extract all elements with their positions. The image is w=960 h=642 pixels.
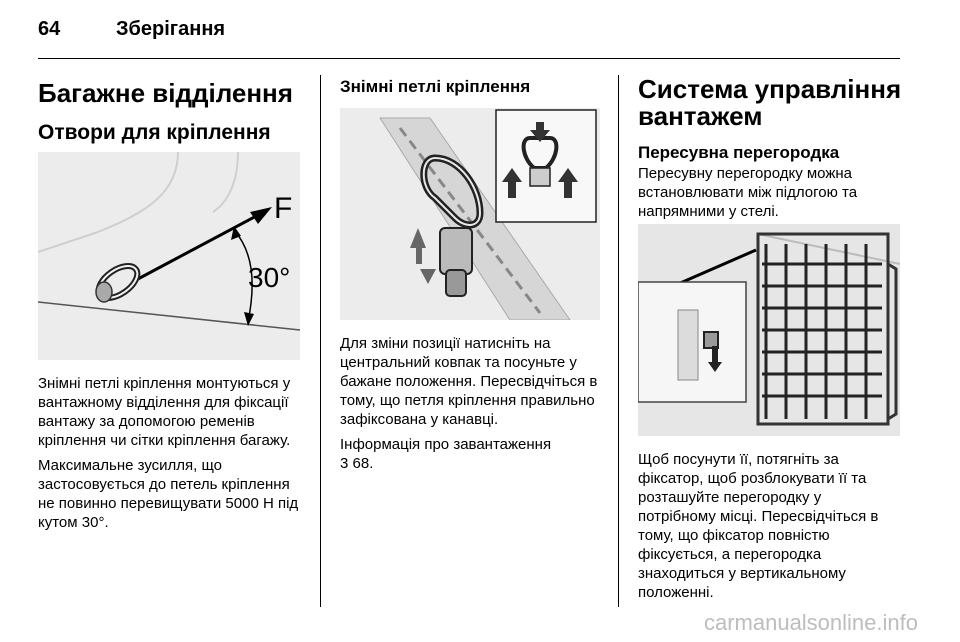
column-3-text	[638, 450, 902, 602]
header-rule	[38, 58, 900, 59]
angle-label: 30°	[248, 262, 291, 293]
section-title: Знімні петлі кріплення	[340, 77, 531, 96]
page-header	[38, 18, 908, 52]
subsection-title: Пересувна перегородка	[638, 143, 840, 162]
paragraph: Щоб посунути її, потягніть за фіксатор, щоб розблокувати її та розташуйте перегородку у потрібному місці. Пересвідчіться в тому, що фіксатор повністю фіксується, а перегородка знаходиться у вертикальному положенні.	[638, 451, 879, 601]
subsection-title: Отвори для кріплення	[38, 121, 271, 144]
column-divider-2	[618, 75, 619, 607]
page-reference: 3 68.	[340, 455, 374, 472]
column-1-text	[38, 374, 308, 532]
page-number: 64	[38, 18, 61, 40]
tie-down-eye-illustration	[38, 152, 300, 360]
column-2	[340, 72, 602, 472]
watermark: carmanualsonline.info	[703, 610, 918, 635]
column-1	[38, 72, 308, 531]
tie-down-eye-drawing	[38, 152, 300, 360]
paragraph: Знімні петлі кріплення монтуються у вантажному відділення для фіксації вантажу за допомогою ременів кріплення чи сітки кріплення багажу.	[38, 375, 291, 449]
column-2-text	[340, 334, 602, 473]
paragraph: Інформація про завантаження	[340, 436, 552, 453]
paragraph: Пересувну перегородку можна встановлювати між підлогою та напрямними у стелі.	[638, 165, 858, 220]
column-divider-1	[320, 75, 321, 607]
paragraph: Для зміни позиції натисніть на центральний ковпак та посуньте у бажане положення. Пересвідчіться в тому, що петля кріплення правильно зафіксована у канавці.	[340, 335, 598, 428]
partition-net-drawing	[638, 224, 900, 436]
removable-eye-illustration	[340, 108, 600, 320]
section-title: Система управління вантажем	[638, 74, 902, 131]
column-3	[638, 72, 902, 601]
removable-eye-drawing	[340, 108, 600, 320]
paragraph: Максимальне зусилля, що застосовується до петель кріплення не повинно перевищувати 5000 Н під кутом 30°.	[38, 457, 299, 531]
partition-net-illustration	[638, 224, 900, 436]
section-title: Багажне відділення	[38, 78, 293, 108]
chapter-title: Зберігання	[116, 18, 226, 40]
force-label: F	[274, 192, 293, 225]
